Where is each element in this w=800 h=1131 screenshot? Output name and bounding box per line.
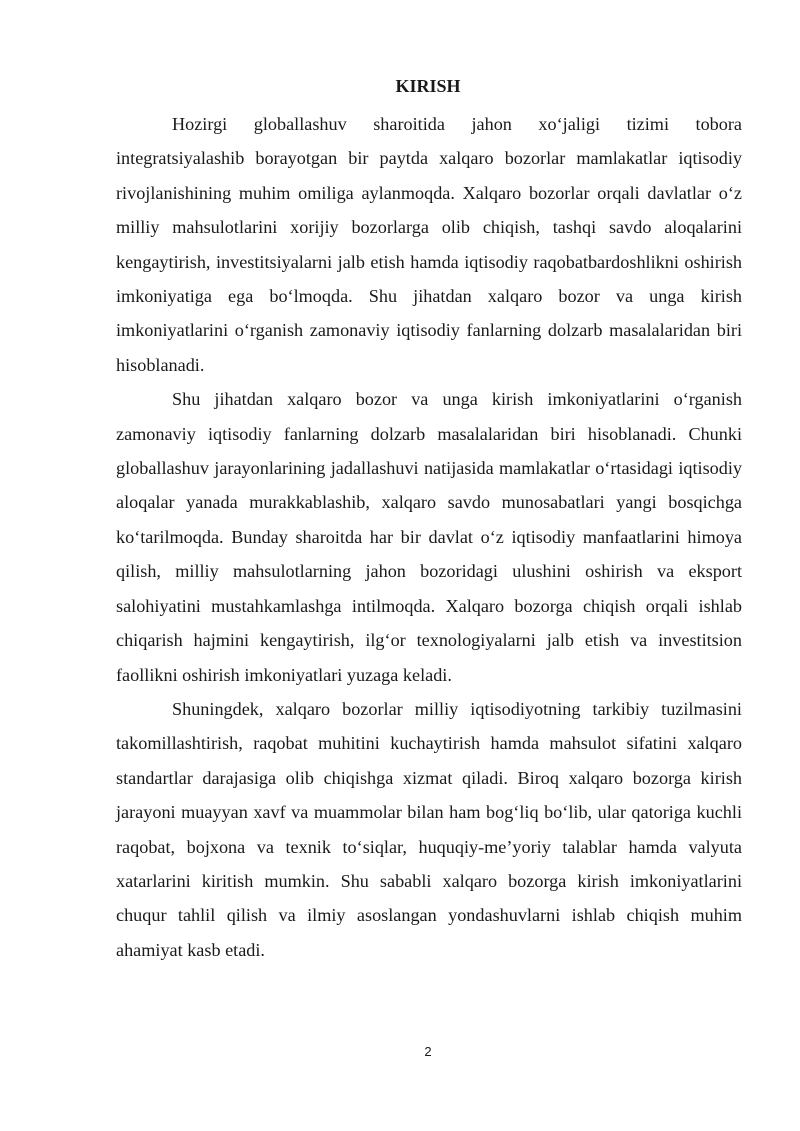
paragraph-1: Hozirgi globallashuv sharoitida jahon xo‘jaligi tizimi tobora integratsiyalashib borayotgan bir paytda xalqaro bozorlar mamlakatlar iqtisodiy rivojlanishining muhim omiliga aylanmoqda. Xalqaro bozorlar orqali davlatlar o‘z milliy mahsulotlarini xorijiy bozorlarga olib chiqish, tashqi savdo aloqalarini kengaytirish, investitsiyalarni jalb etish hamda iqtisodiy raqobatbardoshlikni oshirish imkoniyatiga ega bo‘lmoqda. Shu jihatdan xalqaro bozor va unga kirish imkoniyatlarini o‘rganish zamonaviy iqtisodiy fanlarning dolzarb masalalaridan biri hisoblanadi. bbox=[116, 114, 742, 375]
paragraph-3: Shuningdek, xalqaro bozorlar milliy iqtisodiyotning tarkibiy tuzilmasini takomillashtirish, raqobat muhitini kuchaytirish hamda mahsulot sifatini xalqaro standartlar darajasiga olib chiqishga xizmat qiladi. Biroq xalqaro bozorga kirish jarayoni muayyan xavf va muammolar bilan ham bog‘liq bo‘lib, ular qatoriga kuchli raqobat, bojxona va texnik to‘siqlar, huquqiy-me’yoriy talablar hamda valyuta xatarlarini kiritish mumkin. Shu sababli xalqaro bozorga kirish imkoniyatlarini chuqur tahlil qilish va ilmiy asoslangan yondashuvlarni ishlab chiqish muhim ahamiyat kasb etadi. bbox=[116, 698, 742, 960]
paragraph-2: Shu jihatdan xalqaro bozor va unga kirish imkoniyatlarini o‘rganish zamonaviy iqtisodiy fanlarning dolzarb masalalaridan biri hisoblanadi. Chunki globallashuv jarayonlarining jadallashuvi natijasida mamlakatlar o‘rtasidagi iqtisodiy aloqalar yanada murakkablashib, xalqaro savdo munosabatlari yangi bosqichga ko‘tarilmoqda. Bunday sharoitda har bir davlat o‘z iqtisodiy manfaatlarini himoya qilish, milliy mahsulotlarning jahon bozoridagi ulushini oshirish va eksport salohiyatini mustahkamlashga intilmoqda. Xalqaro bozorga chiqish orqali ishlab chiqarish hajmini kengaytirish, ilg‘or texnologiyalarni jalb etish va investitsion faollikni oshirish imkoniyatlari yuzaga keladi. bbox=[116, 389, 742, 685]
page-number: 2 bbox=[424, 1044, 432, 1059]
body-text bbox=[116, 107, 742, 967]
page-title: KIRISH bbox=[395, 76, 461, 96]
